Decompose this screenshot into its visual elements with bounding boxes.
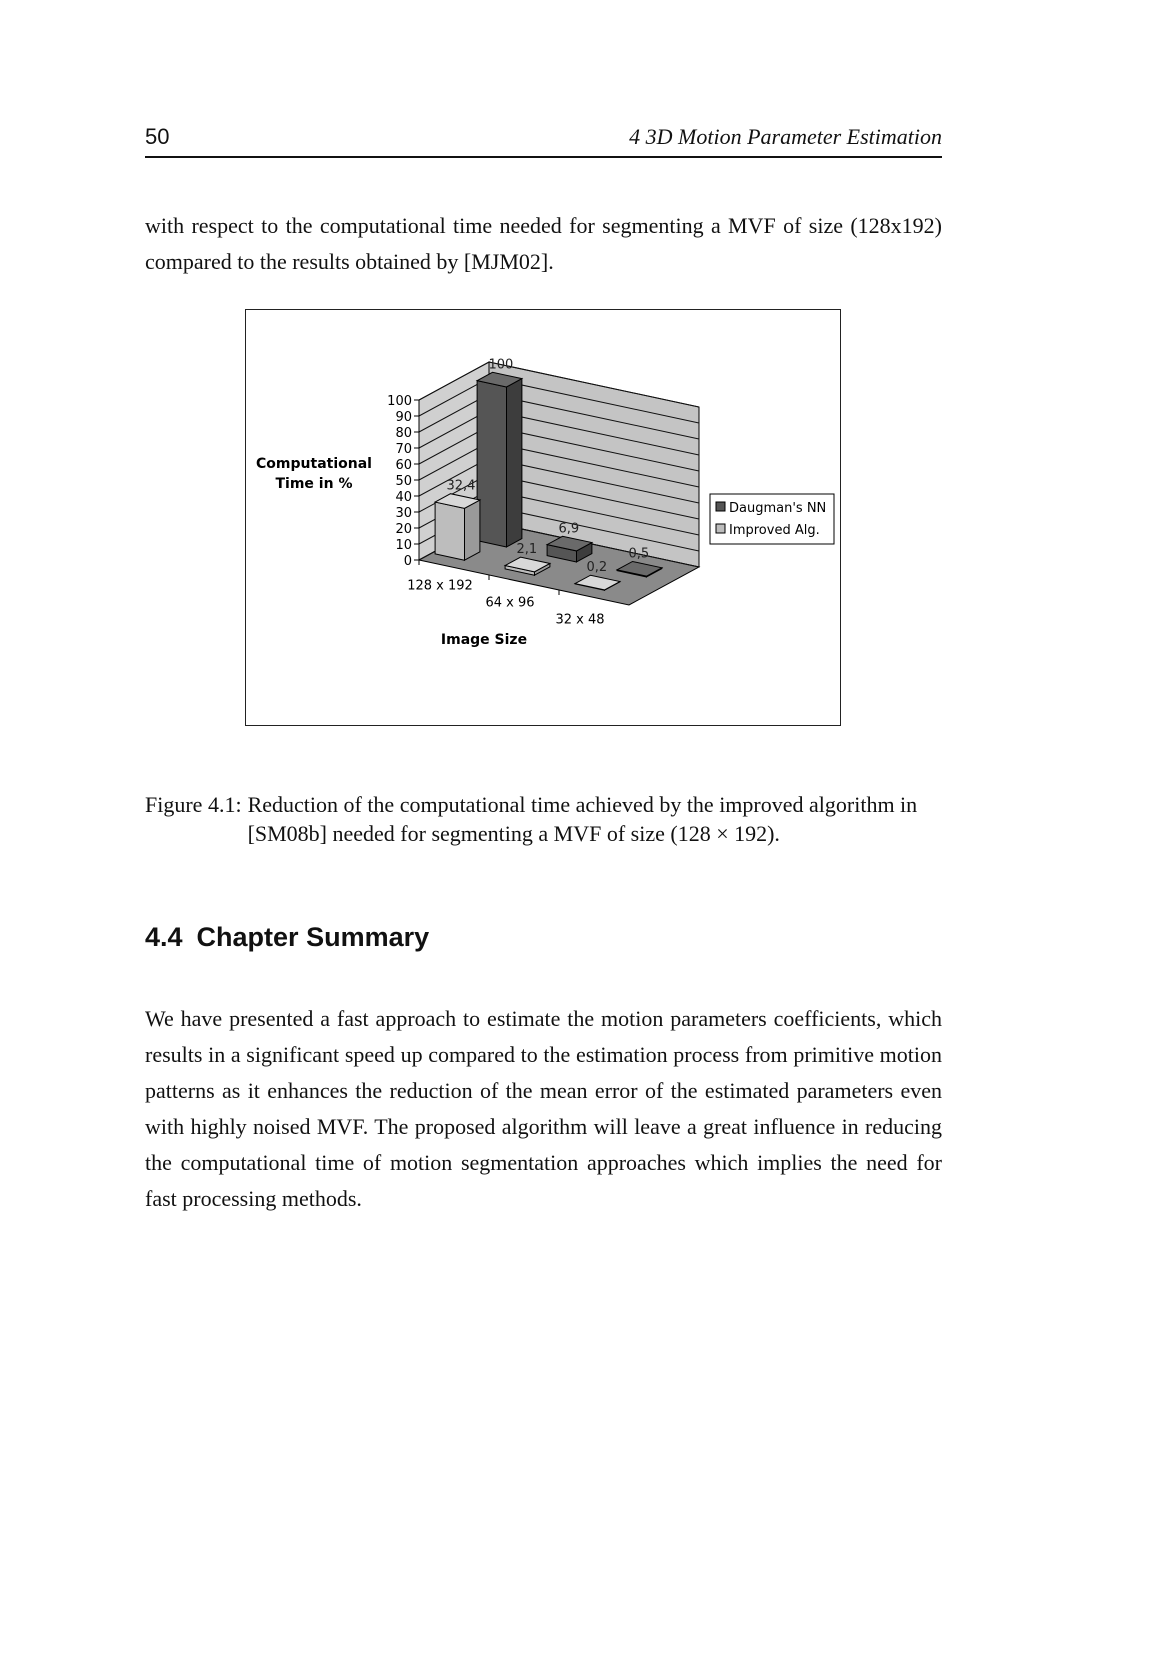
y-tick-label: 30 <box>395 506 412 521</box>
y-tick-label: 10 <box>395 538 412 553</box>
x-tick-label: 64 x 96 <box>485 595 535 611</box>
bar-side <box>507 379 522 547</box>
page-number: 50 <box>145 124 170 149</box>
x-tick-label: 32 x 48 <box>555 612 605 628</box>
bar <box>435 502 464 560</box>
y-tick-label: 20 <box>395 522 412 537</box>
section-number: 4.4 <box>145 922 183 952</box>
data-label: 2,1 <box>516 542 538 558</box>
figure-label: Figure 4.1: <box>145 792 242 817</box>
y-tick-label: 70 <box>395 442 412 457</box>
y-tick-label: 60 <box>395 458 412 473</box>
legend-label: Daugman's NN <box>729 501 827 516</box>
legend-swatch <box>716 524 725 533</box>
y-tick-label: 0 <box>403 554 412 569</box>
y-tick-label: 40 <box>395 490 412 505</box>
data-label: 100 <box>488 357 514 373</box>
y-tick-label: 90 <box>395 410 412 425</box>
legend-label: Improved Alg. <box>729 523 820 538</box>
x-tick-label: 128 x 192 <box>407 578 473 594</box>
figure-caption <box>145 790 945 848</box>
bar-chart-3d <box>246 310 840 725</box>
running-title: 4 3D Motion Parameter Estimation <box>629 124 942 149</box>
y-tick-label: 100 <box>387 394 412 409</box>
section-title: Chapter Summary <box>196 922 430 952</box>
intro-paragraph: with respect to the computational time needed for segmenting a MVF of size (128x192) compared to the results obtained by [MJM02]. <box>145 213 942 274</box>
figure-frame <box>245 309 841 726</box>
y-tick-label: 50 <box>395 474 412 489</box>
legend-swatch <box>716 502 725 511</box>
data-label: 0,5 <box>628 546 650 562</box>
data-label: 32,4 <box>446 478 476 494</box>
x-axis-title: Image Size <box>440 632 528 648</box>
data-label: 0,2 <box>586 560 608 576</box>
summary-paragraph: We have presented a fast approach to estimate the motion parameters coefficients, which results in a significant speed up compared to the estimation process from primitive motion patterns as it enhances the reduction of the mean error of the estimated parameters even with highly noised MVF. The proposed algorithm will leave a great influence in reducing the computational time of motion segmentation approaches which implies the need for fast processing methods. <box>145 1006 942 1211</box>
y-tick-label: 80 <box>395 426 412 441</box>
figure-caption-text: Reduction of the computational time achieved by the improved algorithm in [SM08b] needed for segmenting a MVF of size (128 × 192). <box>247 792 918 846</box>
y-axis-title: Time in % <box>275 476 353 492</box>
running-header <box>145 124 942 158</box>
section-heading <box>145 922 443 953</box>
bar <box>477 381 506 547</box>
y-axis-title: Computational <box>256 456 372 472</box>
bar-side <box>465 500 480 560</box>
data-label: 6,9 <box>558 521 580 537</box>
